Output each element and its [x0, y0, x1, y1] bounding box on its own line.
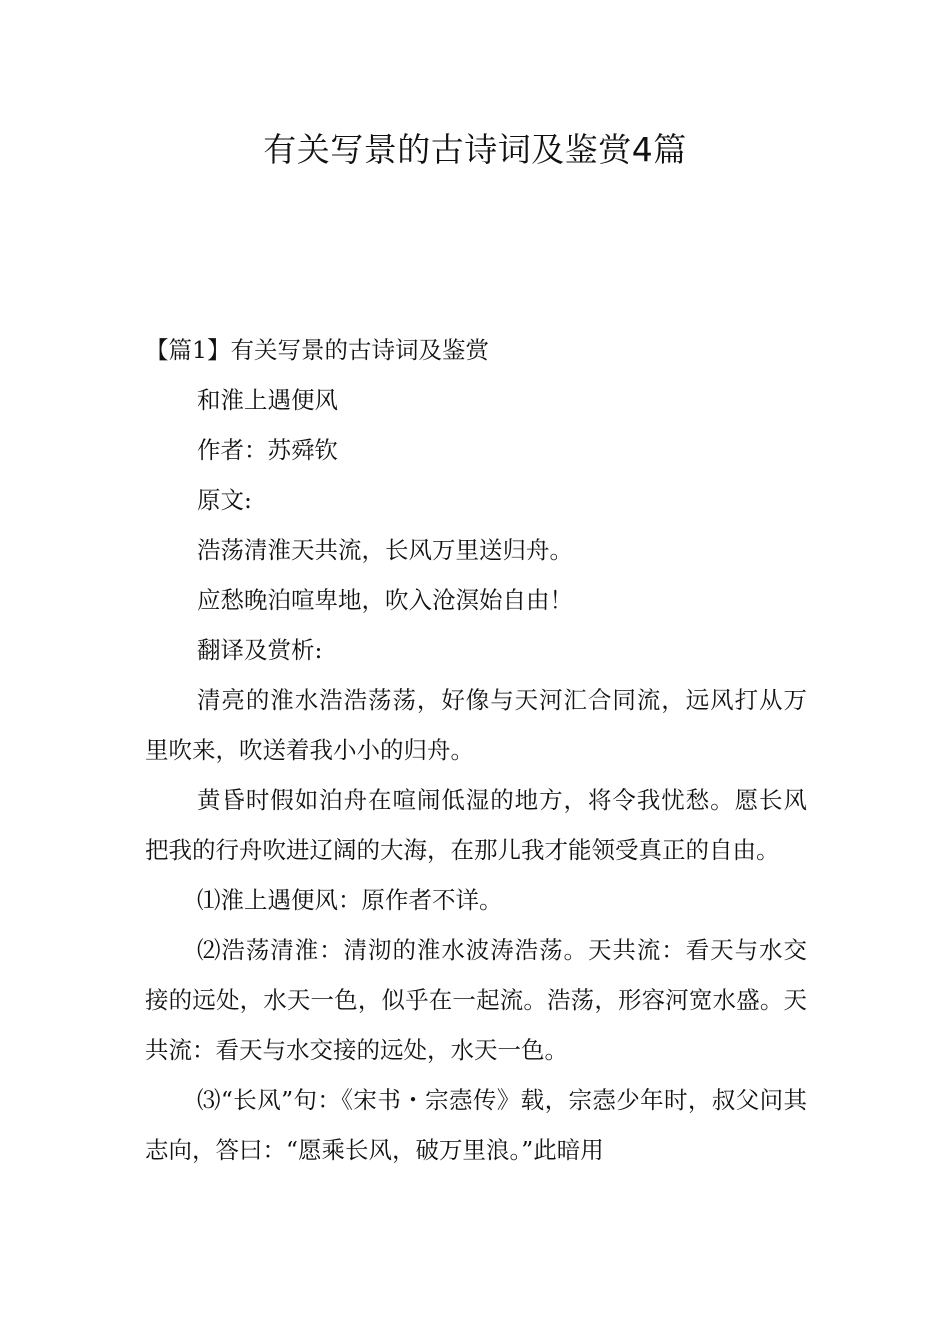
author-line: 作者：苏舜钦	[197, 436, 338, 464]
original-label: 原文:	[197, 486, 252, 514]
section-heading: 【篇1】有关写景的古诗词及鉴赏	[145, 336, 489, 364]
annotation-item: ⑵浩荡清淮：清沏的淮水波涛浩荡。天共流：看天与水交接的远处，水天一色，似乎在一起流。浩荡，形容河宽水盛。天共流：看天与水交接的远处，水天一色。	[145, 936, 807, 1064]
annotation-item: ⑶“长风”句：《宋书・宗悫传》载，宗悫少年时，叔父问其志向，答曰：“愿乘长风，破万里浪。”此暗用	[145, 1086, 807, 1164]
document-title: 有关写景的古诗词及鉴赏4篇	[263, 130, 687, 169]
poem-line: 浩荡清淮天共流，长风万里送归舟。	[197, 536, 573, 564]
poem-line: 应愁晚泊喧卑地，吹入沧溟始自由！	[197, 586, 573, 614]
paragraph: 黄昏时假如泊舟在喧闹低湿的地方，将令我忧愁。愿长风把我的行舟吹进辽阔的大海，在那儿我才能领受真正的自由。	[145, 786, 807, 864]
poem-title: 和淮上遇便风	[197, 386, 338, 414]
translation-label: 翻译及赏析:	[197, 636, 323, 664]
document-body	[145, 325, 807, 1175]
annotation-item: ⑴淮上遇便风：原作者不详。	[197, 886, 503, 914]
paragraph: 清亮的淮水浩浩荡荡，好像与天河汇合同流，远风打从万里吹来，吹送着我小小的归舟。	[145, 686, 807, 764]
